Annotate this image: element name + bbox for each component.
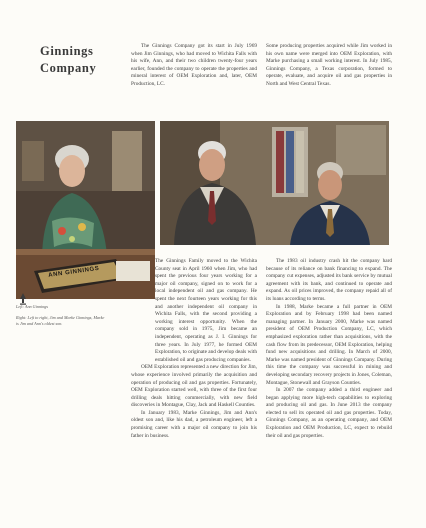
body-left-paragraph-1: The Ginnings Family moved to the Wichita County seat in April 1960 when Jim, who had spent the previous four years working for a major oil company, signed on to work for a local independent oil and gas company. He spent the next fourteen years working for this and another independent oil company in Wichita Falls, with the second providing a working interest opportunity. When the company sold in 1975, Jim became an independent, operating as J. I. Ginnings for three years. In July 1977, he formed OEM Exploration, to originate and develop deals with established oil and gas producing companies. [155, 258, 257, 363]
body-column-left [131, 258, 257, 528]
intro-paragraph-left: The Ginnings Company got its start in July 1969 when Jim Ginnings, who had moved to Wichita Falls with his wife, Ann, and their two children twenty-four years earlier, founded the company to operate the properties and mineral interest of OEM Exploration and, later, OEM Production, LC. [131, 43, 257, 87]
body-column-right [266, 258, 392, 528]
caption-right: Right: Left to right, Jim and Marke Ginnings, Marke is Jim and Ann's oldest son. [16, 315, 105, 326]
photo-jim-and-marke [160, 121, 389, 245]
photo-captions [16, 304, 106, 332]
intro-column-left [131, 43, 257, 115]
photo-men-illustration [160, 121, 389, 245]
name-plate-text: ANN GINNINGS [47, 265, 100, 279]
body-right-paragraph-2: In 1988, Marke became a full partner in OEM Exploration and by February 1998 had been named managing partner. In January 2000, Marke was named president of OEM Production Company, LC, which emphasized exploration rather than acquisitions, with the cash flow from its predecessor, OEM Exploration, helping fund new acquisitions and drilling. In March of 2000, Marke was named president of Ginnings Company. During this time the company was successful in mining and developing secondary recovery projects in Jones, Coleman, Montague, Stonewall and Grayson Counties. [266, 303, 392, 386]
caption-left: Left: Ann Ginnings [16, 304, 49, 309]
title-line-1: Ginnings [40, 44, 94, 58]
title-line-2: Company [40, 61, 97, 75]
intro-paragraph-right: Some producing properties acquired while Jim worked in his own name were merged into OEM Exploration, with Marke purchasing a small working interest. In July 1985, Ginnings Company, a Texas corporation, formed to operate, evaluate, and acquire oil and gas properties in North and West Central Texas. [266, 43, 392, 87]
body-right-paragraph-3: In 2007 the company added a third engineer and began applying more high-tech capabilities to exploring and producing oil and gas. In June 2013 the company elected to sell its operated oil and gas properties. Today, Ginnings Company, as an operating company, and OEM Exploration and OEM Production, LC, expect to rebuild their oil and gas properties. [266, 387, 392, 439]
body-left-paragraph-2: OEM Exploration represented a new direction for Jim, whose experience involved primarily the acquisition and operation of producing oil and gas properties. Fortunately, OEM Exploration started well, with three of the first four drilling deals hitting commercially, with new field discoveries in Montague, Clay, Jack and Haskell Counties. [131, 364, 257, 409]
body-left-paragraph-3: In January 1983, Marke Ginnings, Jim and Ann's oldest son and, like his dad, a petroleum engineer, left a promising career with a major oil company to join his father in business. [131, 409, 257, 439]
body-right-paragraph-1: The 1983 oil industry crash hit the company hard because of its reliance on bank financing to expand. The company cut expenses, adjusted its bank service by mutual agreement with its bank, and continued to operate and expand. As oil prices improved, the company repaid all of its loans according to terms. [266, 258, 392, 302]
page-title [40, 43, 120, 77]
intro-column-right [266, 43, 392, 115]
